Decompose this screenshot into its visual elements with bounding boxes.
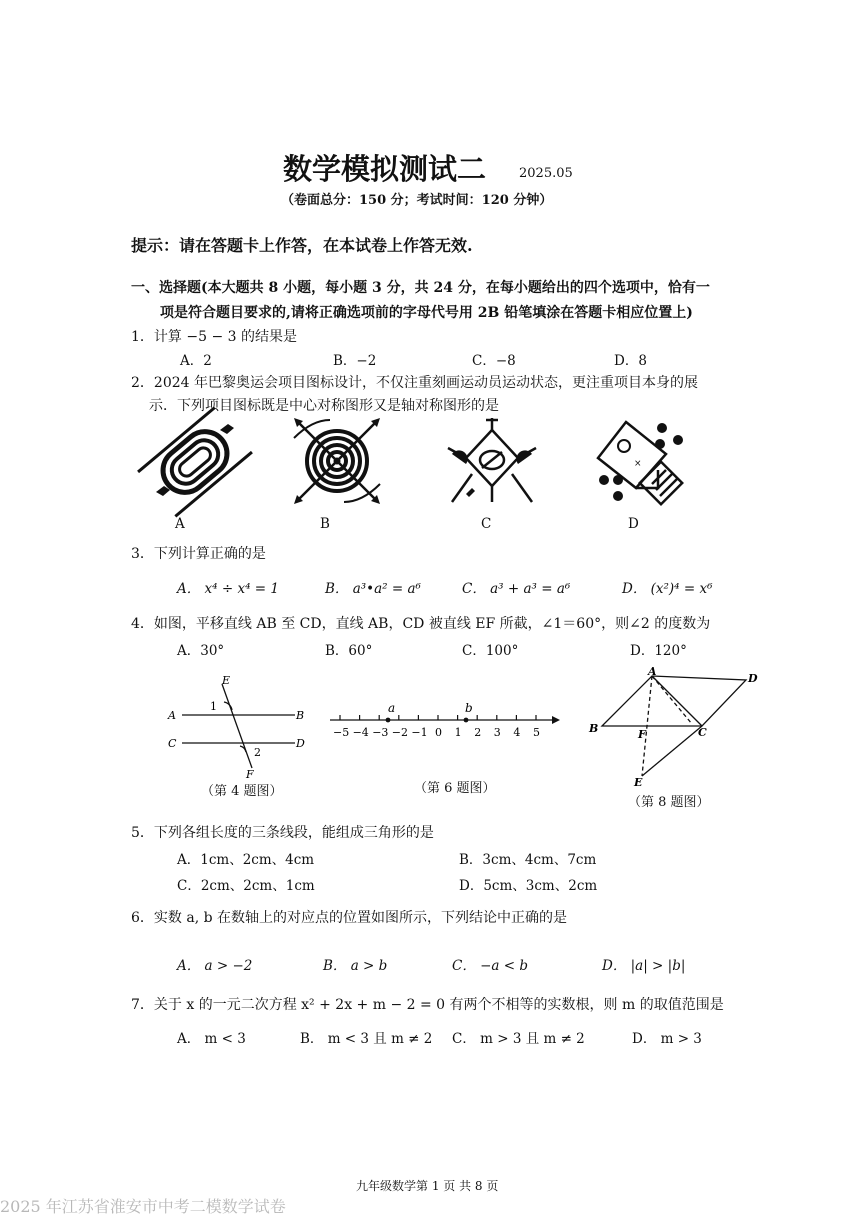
fig4-label-d: D bbox=[296, 737, 305, 750]
figure-8-parallelogram bbox=[586, 666, 766, 790]
q3-option-c: C． a³ + a³ = a⁶ bbox=[462, 581, 571, 597]
svg-text:×: × bbox=[634, 459, 642, 469]
fig6-tick-label: −2 bbox=[391, 726, 409, 739]
q1-option-d: D．8 bbox=[614, 353, 647, 369]
fig6-tick-label: 5 bbox=[533, 726, 540, 739]
fig6-tick-label: 4 bbox=[513, 726, 521, 739]
section-heading-line1: 一、选择题(本大题共 8 小题，每小题 3 分，共 24 分，在每小题给出的四个选项中，恰有一 bbox=[131, 280, 710, 296]
q2-option-b: B bbox=[320, 516, 330, 532]
fig4-label-b: B bbox=[296, 709, 305, 722]
fig8-label-b: B bbox=[589, 722, 599, 735]
question-6-stem: 6．实数 a, b 在数轴上的对应点的位置如图所示，下列结论中正确的是 bbox=[131, 910, 568, 926]
watermark: 2025 年江苏省淮安市中考二模数学试卷 bbox=[0, 1197, 286, 1216]
q7-option-a: A． m < 3 bbox=[177, 1031, 246, 1047]
q2-option-a: A bbox=[175, 516, 185, 532]
q5-option-b: B．3cm、4cm、7cm bbox=[459, 852, 597, 868]
q5-option-a: A．1cm、2cm、4cm bbox=[177, 852, 315, 868]
figure-6-caption: （第 6 题图） bbox=[414, 781, 496, 796]
figure-8-caption: （第 8 题图） bbox=[628, 795, 710, 810]
page-title: 数学模拟测试二 bbox=[283, 152, 487, 186]
question-1-stem: 1．计算 −5 − 3 的结果是 bbox=[131, 329, 297, 345]
q7-option-d: D． m > 3 bbox=[632, 1031, 702, 1047]
page-footer: 九年级数学第 1 页 共 8 页 bbox=[356, 1179, 499, 1193]
q2-option-d: D bbox=[628, 516, 639, 532]
q4-option-d: D．120° bbox=[630, 643, 687, 659]
fig6-tick-label: 1 bbox=[454, 726, 462, 739]
question-7-stem: 7．关于 x 的一元二次方程 x² + 2x + m − 2 = 0 有两个不相等的实数根，则 m 的取值范围是 bbox=[131, 997, 724, 1013]
olympic-icon-fencing bbox=[446, 416, 538, 506]
fig4-label-f: F bbox=[246, 768, 254, 781]
q6-option-a: A． a > −2 bbox=[177, 958, 253, 974]
fig6-tick-label: 3 bbox=[493, 726, 501, 739]
figure-4-caption: （第 4 题图） bbox=[201, 784, 283, 799]
q4-option-b: B．60° bbox=[325, 643, 373, 659]
fig8-label-f: F bbox=[638, 728, 646, 741]
fig6-tick-label: −1 bbox=[411, 726, 428, 739]
fig6-label-a: a bbox=[388, 701, 396, 715]
question-4-stem: 4．如图，平移直线 AB 至 CD，直线 AB，CD 被直线 EF 所截，∠1＝60°，则∠2 的度数为 bbox=[131, 616, 711, 632]
fig4-label-c: C bbox=[168, 737, 177, 750]
q3-option-a: A． x⁴ ÷ x⁴ = 1 bbox=[177, 581, 279, 597]
fig8-label-d: D bbox=[748, 672, 758, 685]
q2-option-c: C bbox=[481, 516, 492, 532]
q4-option-a: A．30° bbox=[177, 643, 225, 659]
fig6-tick-label: 2 bbox=[474, 726, 482, 739]
q6-option-d: D． |a| > |b| bbox=[602, 958, 686, 974]
q1-option-b: B．−2 bbox=[333, 353, 377, 369]
fig6-tick-label: −3 bbox=[372, 726, 389, 739]
q1-option-a: A．2 bbox=[180, 353, 212, 369]
fig4-label-a: A bbox=[168, 709, 176, 722]
q4-option-c: C．100° bbox=[462, 643, 519, 659]
question-2-stem-line1: 2．2024 年巴黎奥运会项目图标设计，不仅注重刻画运动员运动状态，更注重项目本身的展 bbox=[131, 375, 698, 391]
fig8-label-a: A bbox=[648, 665, 657, 678]
q5-option-d: D．5cm、3cm、2cm bbox=[459, 878, 598, 894]
q6-option-b: B． a > b bbox=[323, 958, 388, 974]
section-heading-line2: 项是符合题目要求的,请将正确选项前的字母代号用 2B 铅笔填涂在答题卡相应位置上) bbox=[160, 305, 693, 321]
fig8-label-e: E bbox=[634, 776, 643, 789]
fig6-tick-label: −5 bbox=[333, 726, 350, 739]
fig4-label-e: E bbox=[222, 674, 231, 687]
fig4-label-1: 1 bbox=[210, 700, 217, 713]
exam-date: 2025.05 bbox=[519, 166, 573, 181]
olympic-icon-athletics bbox=[150, 418, 240, 502]
exam-subtitle: （卷面总分：150 分；考试时间：120 分钟） bbox=[281, 193, 553, 208]
q5-option-c: C．2cm、2cm、1cm bbox=[177, 878, 315, 894]
question-3-stem: 3．下列计算正确的是 bbox=[131, 546, 266, 562]
fig6-label-b: b bbox=[465, 701, 473, 715]
figure-4-parallel-lines bbox=[160, 672, 320, 782]
q1-option-c: C．−8 bbox=[472, 353, 516, 369]
fig8-label-c: C bbox=[698, 726, 707, 739]
olympic-icon-football bbox=[596, 418, 688, 504]
q7-option-c: C． m > 3 且 m ≠ 2 bbox=[452, 1031, 585, 1047]
hint-text: 提示：请在答题卡上作答，在本试卷上作答无效. bbox=[131, 236, 473, 255]
q7-option-b: B． m < 3 且 m ≠ 2 bbox=[300, 1031, 433, 1047]
figure-6-number-line bbox=[326, 698, 562, 742]
question-5-stem: 5．下列各组长度的三条线段，能组成三角形的是 bbox=[131, 825, 434, 841]
fig6-tick-label: 0 bbox=[435, 726, 442, 739]
q3-option-d: D． (x²)⁴ = x⁶ bbox=[622, 581, 713, 597]
fig4-label-2: 2 bbox=[254, 746, 261, 759]
question-2-stem-line2: 示．下列项目图标既是中心对称图形又是轴对称图形的是 bbox=[149, 398, 499, 414]
fig6-tick-label: −4 bbox=[352, 726, 369, 739]
q3-option-b: B． a³•a² = a⁶ bbox=[325, 581, 421, 597]
q6-option-c: C． −a < b bbox=[452, 958, 529, 974]
olympic-icon-archery bbox=[292, 418, 382, 504]
